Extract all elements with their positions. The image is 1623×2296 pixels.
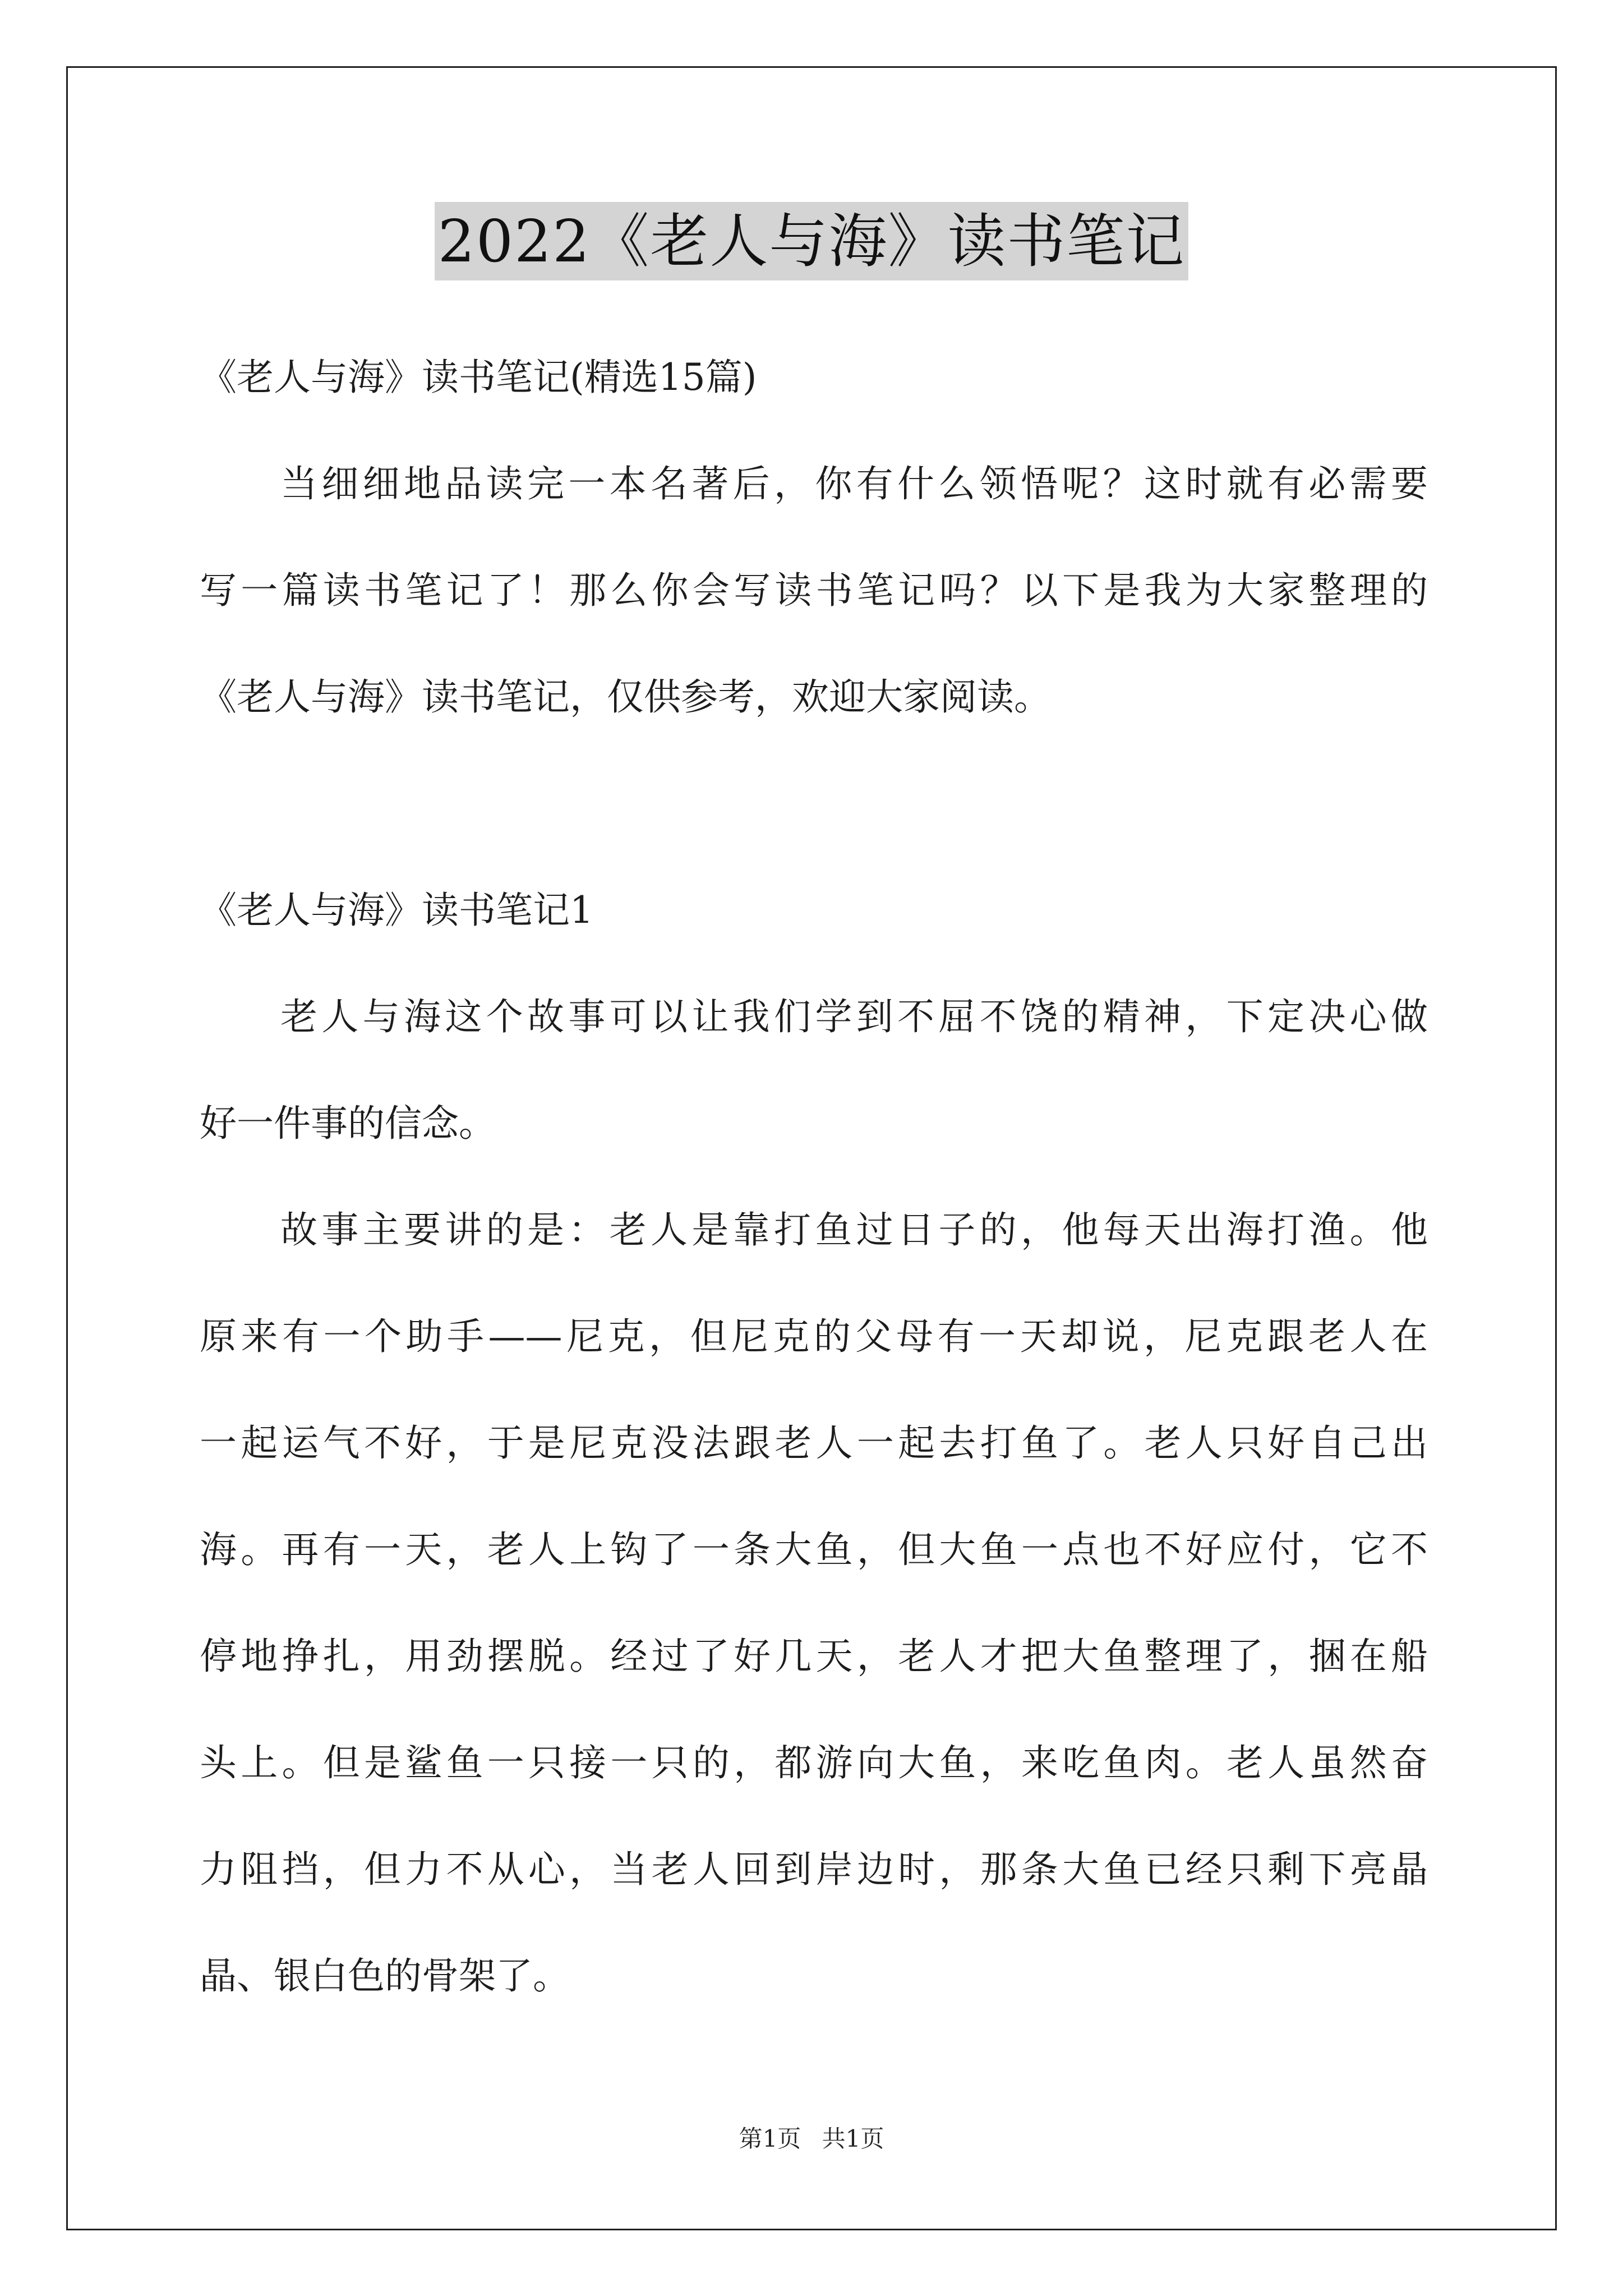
paragraph-line: 原来有一个助手——尼克，但尼克的父母有一天却说，尼克跟老人在 [200, 1315, 1428, 1358]
intro-line: 写一篇读书笔记了！那么你会写读书笔记吗？以下是我为大家整理的 [200, 569, 1428, 612]
page-footer [0, 2120, 1623, 2154]
document-title: 2022《老人与海》读书笔记 [435, 202, 1189, 280]
intro-line: 《老人与海》读书笔记，仅供参考，欢迎大家阅读。 [200, 675, 1051, 719]
title-container [0, 202, 1623, 280]
page-total: 共1页 [822, 2125, 884, 2152]
document-subtitle: 《老人与海》读书笔记(精选15篇) [200, 356, 757, 399]
section-heading: 《老人与海》读书笔记1 [200, 889, 593, 932]
intro-line: 当细细地品读完一本名著后，你有什么领悟呢？这时就有必需要 [280, 462, 1428, 505]
paragraph-line: 头上。但是鲨鱼一只接一只的，都游向大鱼，来吃鱼肉。老人虽然奋 [200, 1741, 1428, 1784]
paragraph-line: 一起运气不好，于是尼克没法跟老人一起去打鱼了。老人只好自己出 [200, 1421, 1428, 1465]
paragraph-line: 海。再有一天，老人上钩了一条大鱼，但大鱼一点也不好应付，它不 [200, 1528, 1428, 1571]
paragraph-line: 好一件事的信念。 [200, 1102, 496, 1145]
paragraph-line: 晶、银白色的骨架了。 [200, 1954, 570, 1998]
paragraph-line: 停地挣扎，用劲摆脱。经过了好几天，老人才把大鱼整理了，捆在船 [200, 1635, 1428, 1678]
paragraph-line: 老人与海这个故事可以让我们学到不屈不饶的精神，下定决心做 [280, 995, 1428, 1038]
paragraph-line: 力阻挡，但力不从心，当老人回到岸边时，那条大鱼已经只剩下亮晶 [200, 1848, 1428, 1891]
paragraph-line: 故事主要讲的是：老人是靠打鱼过日子的，他每天出海打渔。他 [280, 1208, 1428, 1251]
page-number: 第1页 [739, 2125, 801, 2152]
